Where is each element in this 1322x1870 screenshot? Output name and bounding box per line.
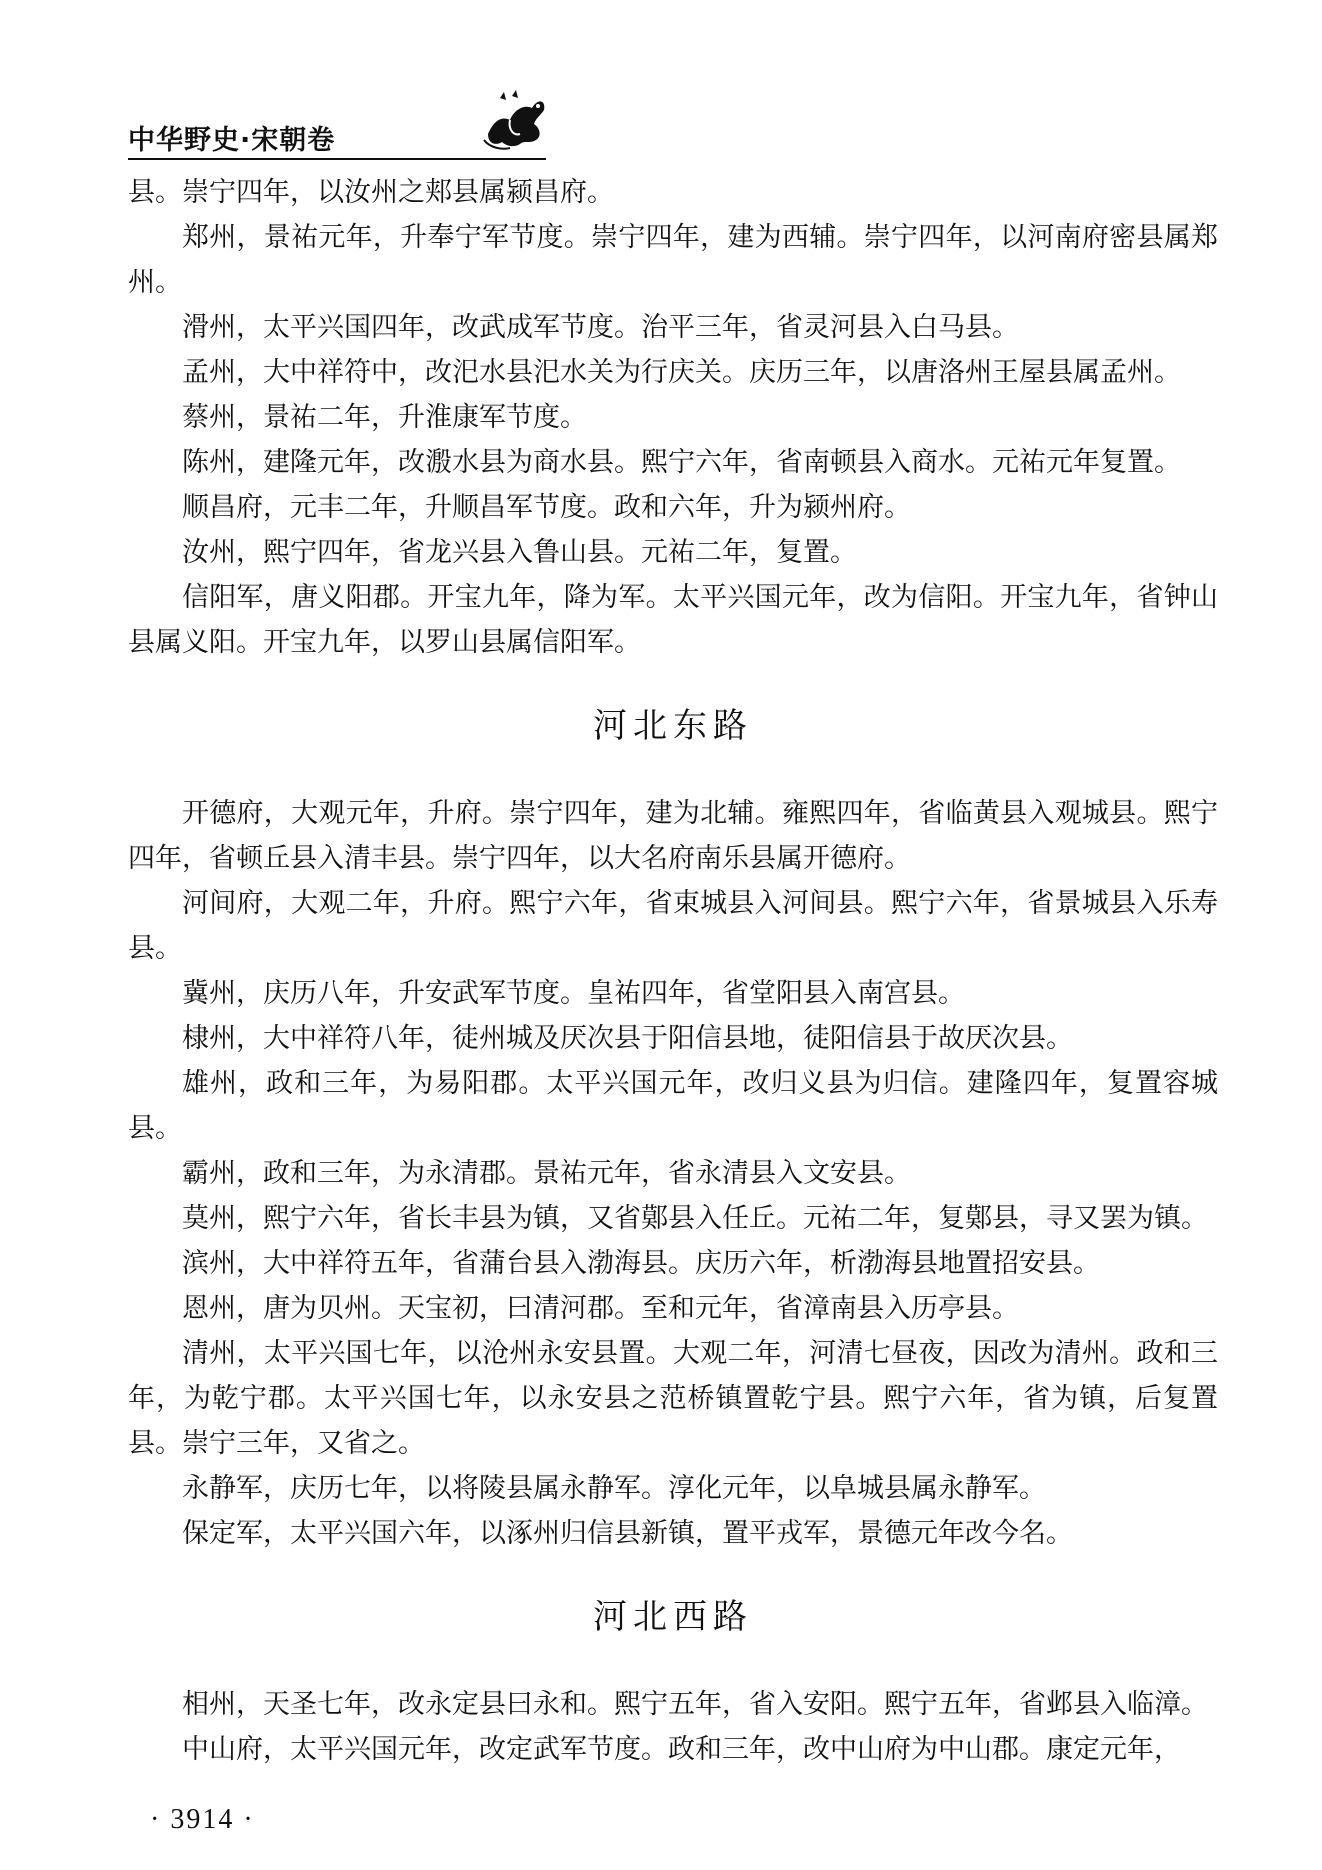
paragraph: 恩州，唐为贝州。天宝初，曰清河郡。至和元年，省漳南县入历亭县。: [182, 1293, 1019, 1324]
paragraph: 雄州，政和三年，为易阳郡。太平兴国元年，改归义县为归信。建隆四年，复置容城县。: [128, 1068, 1218, 1144]
section-hebei-west: [128, 1682, 1218, 1772]
paragraph: 清州，太平兴国七年，以沧州永安县置。大观二年，河清七昼夜，因改为清州。政和三年，为乾宁郡。太平兴国七年，以永安县之范桥镇置乾宁县。熙宁六年，省为镇，后复置县。崇宁三年，又省之。: [128, 1338, 1218, 1459]
dragon-emblem-icon: [480, 90, 550, 152]
paragraph: 蔡州，景祐二年，升淮康军节度。: [182, 402, 587, 433]
paragraph: 棣州，大中祥符八年，徒州城及厌次县于阳信县地，徒阳信县于故厌次县。: [182, 1023, 1073, 1054]
header-rule: [128, 158, 546, 160]
paragraph: 中山府，太平兴国元年，改定武军节度。政和三年，改中山府为中山郡。康定元年，: [182, 1734, 1181, 1765]
paragraph: 永静军，庆历七年，以将陵县属永静军。淳化元年，以阜城县属永静军。: [182, 1473, 1046, 1504]
book-title: 中华野史·宋朝卷: [128, 125, 336, 156]
paragraph: 莫州，熙宁六年，省长丰县为镇，又省鄚县入任丘。元祐二年，复鄚县，寻又罢为镇。: [182, 1203, 1208, 1234]
paragraph: 霸州，政和三年，为永清郡。景祐元年，省永清县入文安县。: [182, 1158, 911, 1189]
paragraph: 开德府，大观元年，升府。崇宁四年，建为北辅。雍熙四年，省临黄县入观城县。熙宁四年，省顿丘县入清丰县。崇宁四年，以大名府南乐县属开德府。: [128, 798, 1218, 874]
paragraph: 相州，天圣七年，改永定县曰永和。熙宁五年，省入安阳。熙宁五年，省邺县入临漳。: [182, 1689, 1208, 1720]
section-continuation: [128, 170, 1218, 665]
paragraph: 河间府，大观二年，升府。熙宁六年，省束城县入河间县。熙宁六年，省景城县入乐寿县。: [128, 888, 1218, 964]
paragraph: 顺昌府，元丰二年，升顺昌军节度。政和六年，升为颍州府。: [182, 492, 911, 523]
paragraph: 陈州，建隆元年，改溵水县为商水县。熙宁六年，省南顿县入商水。元祐元年复置。: [182, 447, 1181, 478]
paragraph: 孟州，大中祥符中，改汜水县汜水关为行庆关。庆历三年，以唐洛州王屋县属孟州。: [182, 357, 1181, 388]
paragraph: 信阳军，唐义阳郡。开宝九年，降为军。太平兴国元年，改为信阳。开宝九年，省钟山县属义阳。开宝九年，以罗山县属信阳军。: [128, 582, 1218, 658]
page-number: · 3914 ·: [150, 1804, 255, 1835]
page-body: [128, 170, 1218, 1772]
paragraph: 郑州，景祐元年，升奉宁军节度。崇宁四年，建为西辅。崇宁四年，以河南府密县属郑州。: [128, 222, 1218, 298]
paragraph: 冀州，庆历八年，升安武军节度。皇祐四年，省堂阳县入南宫县。: [182, 978, 965, 1009]
paragraph: 县。崇宁四年，以汝州之郏县属颍昌府。: [128, 177, 614, 208]
paragraph: 保定军，太平兴国六年，以涿州归信县新镇，置平戎军，景德元年改今名。: [182, 1518, 1073, 1549]
running-header: [128, 90, 548, 158]
paragraph: 滨州，大中祥符五年，省蒲台县入渤海县。庆历六年，析渤海县地置招安县。: [182, 1248, 1100, 1279]
section-heading-hebei-east: 河北东路: [593, 706, 753, 746]
section-heading-hebei-west: 河北西路: [593, 1597, 753, 1637]
section-hebei-east: [128, 791, 1218, 1556]
paragraph: 滑州，太平兴国四年，改武成军节度。治平三年，省灵河县入白马县。: [182, 312, 1019, 343]
paragraph: 汝州，熙宁四年，省龙兴县入鲁山县。元祐二年，复置。: [182, 537, 857, 568]
